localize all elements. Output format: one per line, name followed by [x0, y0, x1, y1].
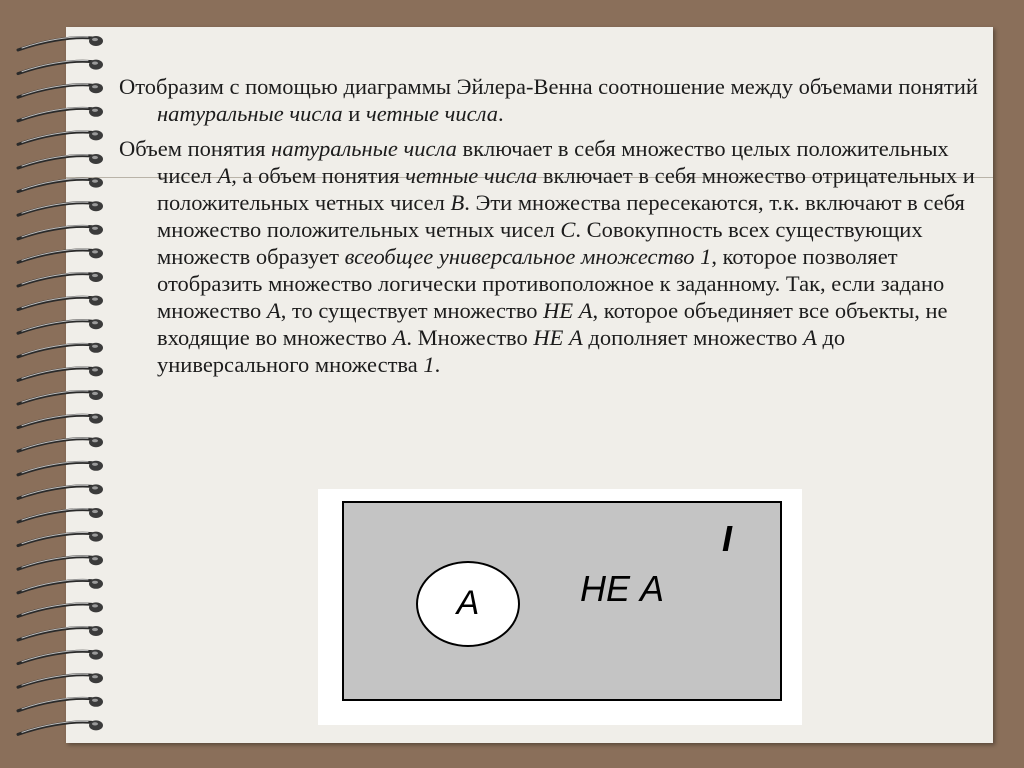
- intro-paragraph: [119, 73, 979, 127]
- text-run: дополняет множество: [582, 325, 804, 350]
- text-run: .: [497, 101, 504, 126]
- italic-term: А: [803, 325, 817, 350]
- text-run: включает в себя множество отрицательных и положительных четных чисел: [157, 163, 975, 215]
- universal-set: [342, 501, 782, 701]
- italic-term: А: [266, 298, 281, 323]
- spiral-ring: [18, 60, 103, 74]
- spiral-ring: [18, 248, 103, 262]
- text-run: . Множество: [406, 325, 534, 350]
- spiral-ring: [18, 343, 103, 357]
- explanation-paragraph: [119, 135, 979, 378]
- spiral-ring: [18, 366, 103, 380]
- spiral-ring: [18, 532, 103, 546]
- universal-set-label: I: [722, 518, 733, 559]
- italic-term: А: [217, 163, 232, 188]
- complement-label: НЕ А: [580, 568, 665, 609]
- text-run: включает в себя множество целых положительных чисел: [157, 136, 949, 188]
- text-run: , которое объединяет все объекты, не входящие во множество: [157, 298, 948, 350]
- spiral-ring: [18, 296, 103, 310]
- italic-term: четные числа: [405, 163, 538, 188]
- spiral-ring: [18, 437, 103, 451]
- spiral-ring: [18, 650, 103, 664]
- spiral-ring: [18, 579, 103, 593]
- spiral-ring: [18, 319, 103, 333]
- spiral-ring: [18, 602, 103, 616]
- italic-term: НЕ А: [543, 298, 593, 323]
- spiral-ring: [18, 201, 103, 215]
- spiral-ring: [18, 697, 103, 711]
- spiral-ring: [18, 720, 103, 734]
- spiral-ring: [18, 272, 103, 286]
- spiral-ring: [18, 36, 103, 50]
- spiral-ring: [18, 107, 103, 121]
- spiral-ring: [18, 390, 103, 404]
- spiral-ring: [18, 508, 103, 522]
- spiral-binding: [0, 0, 120, 768]
- text-run: , а объем понятия: [231, 163, 406, 188]
- spiral-ring: [18, 414, 103, 428]
- set-a-circle: [416, 561, 520, 647]
- euler-venn-diagram: [318, 489, 802, 725]
- italic-term: НЕ А: [533, 325, 583, 350]
- italic-term: натуральные числа: [271, 136, 457, 161]
- set-a-label: А: [456, 584, 480, 622]
- text-run: . Совокупность всех существующих множеств образует: [157, 217, 923, 269]
- text-run: . Эти множества пересекаются, т.к. включают в себя множество положительных четных чисел: [157, 190, 965, 242]
- text-body: [119, 73, 979, 378]
- italic-term: В: [450, 190, 465, 215]
- text-run: и: [342, 101, 366, 126]
- spiral-ring: [18, 626, 103, 640]
- spiral-ring: [18, 555, 103, 569]
- italic-term: С: [560, 217, 576, 242]
- text-run: до универсального множества: [157, 325, 846, 377]
- spiral-ring: [18, 130, 103, 144]
- spiral-ring: [18, 461, 103, 475]
- italic-term: А: [392, 325, 407, 350]
- spiral-ring: [18, 484, 103, 498]
- text-run: Отобразим с помощью диаграммы Эйлера-Венна соотношение между объемами понятий: [119, 74, 978, 99]
- italic-term: 1: [423, 352, 435, 377]
- text-run: .: [434, 352, 441, 377]
- text-run: , которое позволяет отобразить множество логически противоположное к заданному. Так, если задано множество: [157, 244, 945, 323]
- italic-term: всеобщее универсальное множество 1: [344, 244, 712, 269]
- spiral-ring: [18, 178, 103, 192]
- term-even-numbers: четные числа: [365, 101, 498, 126]
- spiral-ring: [18, 83, 103, 97]
- spiral-ring: [18, 154, 103, 168]
- text-run: Объем понятия: [119, 136, 272, 161]
- spiral-ring: [18, 225, 103, 239]
- text-run: , то существует множество: [280, 298, 544, 323]
- term-natural-numbers: натуральные числа: [157, 101, 343, 126]
- spiral-ring: [18, 673, 103, 687]
